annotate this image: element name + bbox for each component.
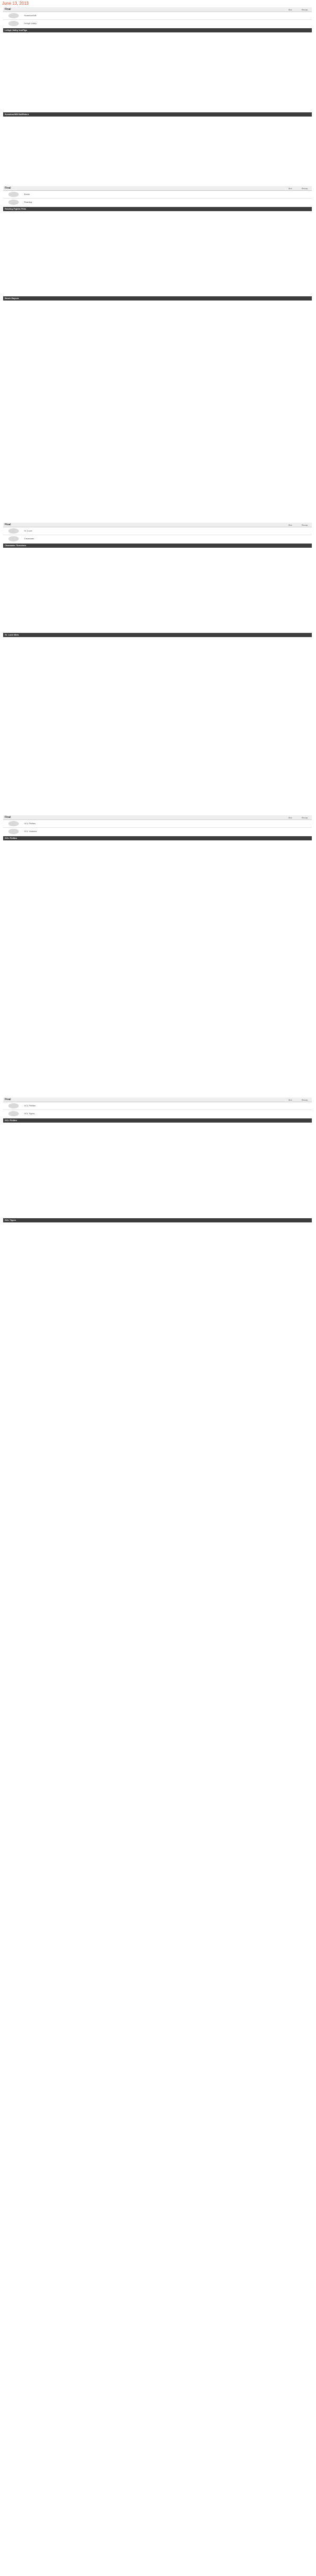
game-4 xyxy=(3,815,312,934)
batting-box xyxy=(3,840,312,934)
score-header xyxy=(3,815,312,820)
box-link[interactable]: Box xyxy=(288,187,292,190)
team-logo xyxy=(8,13,19,18)
linescore xyxy=(3,820,312,835)
box-link[interactable]: Box xyxy=(288,524,292,526)
pitching-box xyxy=(3,637,312,731)
team-logo xyxy=(8,21,19,26)
team-box-header: Lehigh Valley IronPigs xyxy=(3,28,312,32)
batting-box xyxy=(3,548,312,631)
linescore xyxy=(3,12,312,27)
team-logo xyxy=(8,1103,19,1108)
box-link[interactable]: Box xyxy=(288,1099,292,1101)
page-date: June 13, 2013 xyxy=(2,1,29,6)
team-box-header: GCL Phillies xyxy=(3,1118,312,1123)
away-team: Scranton/WB xyxy=(3,12,66,19)
final-label: Final xyxy=(5,187,11,190)
game-3 xyxy=(3,523,312,731)
linescore xyxy=(3,1102,312,1117)
recap-link[interactable]: Recap xyxy=(301,816,308,819)
away-team: Bowie xyxy=(3,191,66,198)
game-1 xyxy=(3,7,312,195)
score-header xyxy=(3,523,312,527)
team-box-header: Clearwater Threshers xyxy=(3,544,312,548)
box-link[interactable]: Box xyxy=(288,8,292,11)
recap-link[interactable]: Recap xyxy=(301,524,308,526)
team-box-header: GCL Phillies xyxy=(3,836,312,840)
pitching-box xyxy=(3,1222,312,1285)
team-box-header: GCL Tigers xyxy=(3,1218,312,1222)
box-link[interactable]: Box xyxy=(288,816,292,819)
pitching-box xyxy=(3,301,312,395)
score-header xyxy=(3,7,312,12)
home-team: Lehigh Valley xyxy=(3,19,66,27)
recap-link[interactable]: Recap xyxy=(301,1099,308,1101)
game-5 xyxy=(3,1098,312,1285)
away-team: GCL Phillies xyxy=(3,1102,66,1110)
home-team: GCL Yankees xyxy=(3,827,66,835)
batting-box xyxy=(3,211,312,295)
score-header xyxy=(3,1098,312,1102)
away-team: St. Lucie xyxy=(3,527,66,535)
recap-link[interactable]: Recap xyxy=(301,8,308,11)
recap-link[interactable]: Recap xyxy=(301,187,308,190)
score-header xyxy=(3,186,312,191)
team-logo xyxy=(8,536,19,541)
team-logo xyxy=(8,528,19,534)
final-label: Final xyxy=(5,8,11,11)
linescore xyxy=(3,191,312,205)
team-box-header: Bowie Baysox xyxy=(3,296,312,301)
game-2 xyxy=(3,186,312,395)
team-logo xyxy=(8,821,19,826)
team-logo xyxy=(8,829,19,834)
final-label: Final xyxy=(5,523,11,526)
team-box-header: Reading Fightin Phils xyxy=(3,207,312,211)
pitching-box xyxy=(3,117,312,195)
team-logo xyxy=(8,192,19,197)
team-logo xyxy=(8,200,19,205)
final-label: Final xyxy=(5,1098,11,1101)
linescore xyxy=(3,527,312,542)
batting-box xyxy=(3,32,312,111)
home-team: Reading xyxy=(3,198,66,205)
home-team: Clearwater xyxy=(3,535,66,542)
team-logo xyxy=(8,1111,19,1116)
team-box-header: Scranton/WB RailRiders xyxy=(3,112,312,117)
batting-box xyxy=(3,1123,312,1217)
final-label: Final xyxy=(5,816,11,819)
away-team: GCL Phillies xyxy=(3,820,66,827)
home-team: GCL Tigers xyxy=(3,1110,66,1117)
team-box-header: St. Lucie Mets xyxy=(3,633,312,637)
